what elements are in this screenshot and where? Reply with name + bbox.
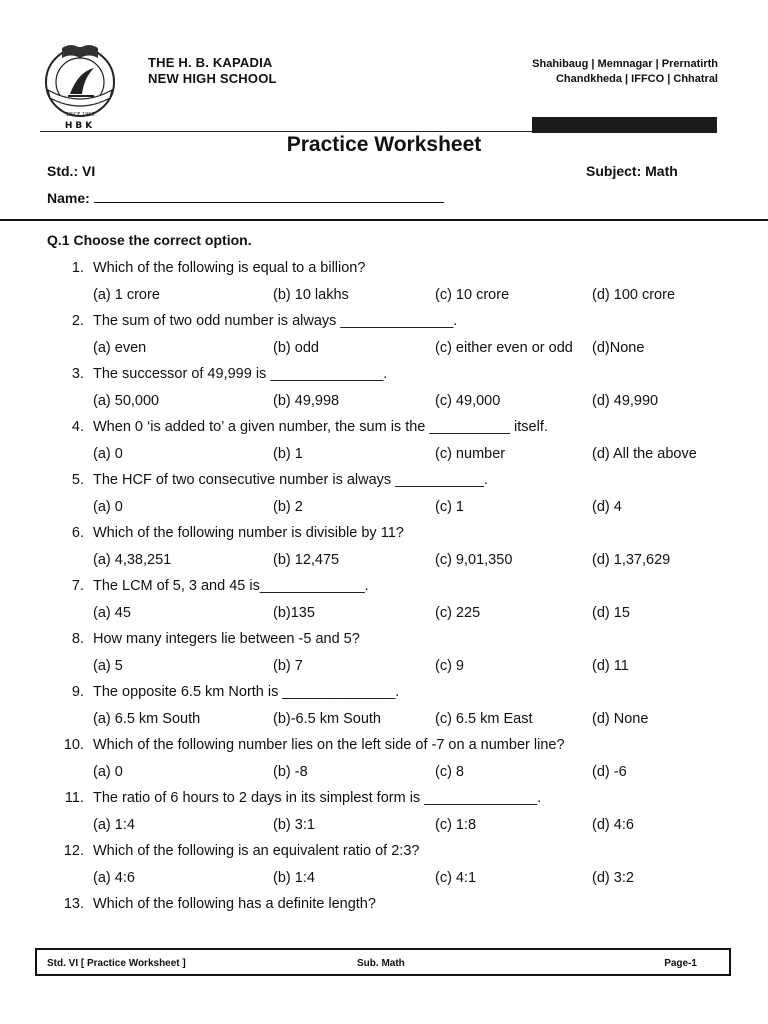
option-d[interactable]: (d) 15 bbox=[592, 604, 630, 621]
option-row bbox=[0, 388, 768, 415]
question-line bbox=[0, 732, 768, 759]
question-number: 11. bbox=[64, 790, 84, 806]
question-item bbox=[0, 891, 768, 944]
question-text: Which of the following is an equivalent ratio of 2:3? bbox=[93, 843, 420, 859]
subject-label: Subject: Math bbox=[586, 163, 678, 179]
question-number: 12. bbox=[63, 843, 84, 859]
option-c[interactable]: (c) 8 bbox=[435, 763, 464, 780]
option-a[interactable]: (a) 45 bbox=[93, 604, 131, 621]
question-item bbox=[0, 308, 768, 361]
question-line bbox=[0, 361, 768, 388]
header-divider bbox=[0, 219, 768, 221]
option-b[interactable]: (b) 49,998 bbox=[273, 392, 340, 409]
footer-middle: Sub. Math bbox=[357, 958, 405, 969]
option-c[interactable]: (c) number bbox=[435, 445, 506, 462]
header-rule-thin bbox=[40, 131, 532, 132]
footer-left: Std. VI [ Practice Worksheet ] bbox=[47, 958, 186, 969]
option-d[interactable]: (d) 4 bbox=[592, 498, 622, 515]
question-number: 1. bbox=[71, 260, 84, 276]
option-b[interactable]: (b) 7 bbox=[273, 657, 303, 674]
option-c[interactable]: (c) 1:8 bbox=[435, 816, 477, 833]
option-a[interactable]: (a) 6.5 km South bbox=[93, 710, 201, 727]
option-row bbox=[0, 282, 768, 309]
question-text: The sum of two odd number is always ______________. bbox=[93, 313, 458, 329]
logo-since-text: SINCE 1956 bbox=[65, 112, 95, 118]
question-number: 13. bbox=[63, 896, 84, 912]
question-item bbox=[0, 520, 768, 573]
school-name-line1: THE H. B. KAPADIA bbox=[148, 55, 273, 70]
option-c[interactable]: (c) 4:1 bbox=[435, 869, 477, 886]
option-c[interactable]: (c) 6.5 km East bbox=[435, 710, 533, 727]
option-a[interactable]: (a) 0 bbox=[93, 445, 123, 462]
option-d[interactable]: (d) All the above bbox=[592, 445, 697, 462]
option-b[interactable]: (b)135 bbox=[273, 604, 315, 621]
option-a[interactable]: (a) 1 crore bbox=[93, 286, 160, 303]
question-text: Which of the following is equal to a billion? bbox=[93, 260, 366, 276]
option-d[interactable]: (d) 100 crore bbox=[592, 286, 676, 303]
question-text: Which of the following number lies on the left side of -7 on a number line? bbox=[93, 737, 565, 753]
question-item bbox=[0, 838, 768, 891]
option-b[interactable]: (b) 1:4 bbox=[273, 869, 315, 886]
option-d[interactable]: (d) -6 bbox=[592, 763, 627, 780]
question-number: 6. bbox=[71, 525, 84, 541]
question-item bbox=[0, 626, 768, 679]
option-row bbox=[0, 494, 768, 521]
option-row bbox=[0, 653, 768, 680]
question-line bbox=[0, 626, 768, 653]
question-line bbox=[0, 414, 768, 441]
option-b[interactable]: (b) odd bbox=[273, 339, 319, 356]
question-text: Which of the following number is divisible by 11? bbox=[93, 525, 404, 541]
option-row bbox=[0, 706, 768, 733]
option-a[interactable]: (a) 5 bbox=[93, 657, 123, 674]
question-line bbox=[0, 838, 768, 865]
option-row bbox=[0, 600, 768, 627]
question-line bbox=[0, 891, 768, 918]
question-number: 4. bbox=[71, 419, 84, 435]
std-label: Std.: VI bbox=[47, 163, 96, 179]
option-c[interactable]: (c) either even or odd bbox=[435, 339, 573, 356]
branches-line2: Chandkheda | IFFCO | Chhatral bbox=[555, 73, 718, 85]
option-d[interactable]: (d) 11 bbox=[592, 657, 629, 674]
option-d[interactable]: (d) None bbox=[592, 710, 649, 727]
option-a[interactable]: (a) 4,38,251 bbox=[93, 551, 172, 568]
question-item bbox=[0, 679, 768, 732]
option-b[interactable]: (b) 10 lakhs bbox=[273, 286, 349, 303]
question-line bbox=[0, 255, 768, 282]
option-b[interactable]: (b) 3:1 bbox=[273, 816, 315, 833]
option-a[interactable]: (a) even bbox=[93, 339, 147, 356]
option-b[interactable]: (b) -8 bbox=[273, 763, 308, 780]
name-label: Name: bbox=[47, 190, 90, 206]
question-item bbox=[0, 255, 768, 308]
name-blank-line[interactable] bbox=[94, 190, 444, 203]
option-row bbox=[0, 759, 768, 786]
option-c[interactable]: (c) 225 bbox=[435, 604, 481, 621]
option-d[interactable]: (d) 1,37,629 bbox=[592, 551, 671, 568]
school-name-line2: NEW HIGH SCHOOL bbox=[148, 71, 277, 86]
option-d[interactable]: (d) 49,990 bbox=[592, 392, 659, 409]
question-number: 7. bbox=[71, 578, 84, 594]
option-row bbox=[0, 335, 768, 362]
question-item bbox=[0, 467, 768, 520]
question-list bbox=[0, 255, 768, 944]
option-a[interactable]: (a) 0 bbox=[93, 763, 123, 780]
footer-page-number: Page-1 bbox=[664, 958, 697, 969]
question-line bbox=[0, 679, 768, 706]
branches-line1: Shahibaug | Memnagar | Prernatirth bbox=[532, 58, 718, 70]
question-number: 3. bbox=[71, 366, 84, 382]
question-text: Which of the following has a definite length? bbox=[93, 896, 376, 912]
section-heading: Q.1 Choose the correct option. bbox=[47, 232, 252, 248]
school-logo bbox=[40, 34, 120, 130]
option-row bbox=[0, 812, 768, 839]
question-line bbox=[0, 467, 768, 494]
name-row bbox=[47, 190, 444, 206]
question-number: 2. bbox=[71, 313, 84, 329]
question-item bbox=[0, 573, 768, 626]
question-number: 8. bbox=[71, 631, 84, 647]
option-row bbox=[0, 865, 768, 892]
option-row bbox=[0, 547, 768, 574]
question-item bbox=[0, 361, 768, 414]
question-text: The successor of 49,999 is ______________. bbox=[93, 366, 388, 382]
option-a[interactable]: (a) 4:6 bbox=[93, 869, 135, 886]
option-b[interactable]: (b)-6.5 km South bbox=[273, 710, 381, 727]
question-number: 9. bbox=[71, 684, 84, 700]
page-title: Practice Worksheet bbox=[286, 133, 482, 156]
option-row bbox=[0, 441, 768, 468]
question-item bbox=[0, 414, 768, 467]
option-a[interactable]: (a) 50,000 bbox=[93, 392, 160, 409]
question-text: The ratio of 6 hours to 2 days in its simplest form is ______________. bbox=[93, 790, 542, 806]
option-c[interactable]: (c) 9,01,350 bbox=[435, 551, 513, 568]
question-text: The HCF of two consecutive number is always ___________. bbox=[93, 472, 488, 488]
option-b[interactable]: (b) 1 bbox=[273, 445, 303, 462]
question-text: The LCM of 5, 3 and 45 is_____________. bbox=[93, 578, 369, 594]
header-rule-thick bbox=[532, 117, 717, 133]
branch-list bbox=[532, 57, 718, 87]
question-text: The opposite 6.5 km North is ______________. bbox=[93, 684, 400, 700]
option-b[interactable]: (b) 12,475 bbox=[273, 551, 340, 568]
question-line bbox=[0, 520, 768, 547]
school-name bbox=[148, 55, 277, 87]
question-number: 5. bbox=[71, 472, 84, 488]
question-line bbox=[0, 573, 768, 600]
option-c[interactable]: (c) 9 bbox=[435, 657, 464, 674]
option-c[interactable]: (c) 10 crore bbox=[435, 286, 510, 303]
logo-label: HBK bbox=[64, 121, 96, 130]
option-b[interactable]: (b) 2 bbox=[273, 498, 303, 515]
page-footer bbox=[35, 948, 731, 976]
option-c[interactable]: (c) 1 bbox=[435, 498, 464, 515]
question-text: How many integers lie between -5 and 5? bbox=[93, 631, 360, 647]
option-d[interactable]: (d)None bbox=[592, 339, 645, 356]
option-c[interactable]: (c) 49,000 bbox=[435, 392, 501, 409]
question-item bbox=[0, 732, 768, 785]
question-number: 10. bbox=[63, 737, 84, 753]
option-d[interactable]: (d) 3:2 bbox=[592, 869, 634, 886]
question-text: When 0 ‘is added to’ a given number, the sum is the __________ itself. bbox=[93, 419, 548, 435]
option-d[interactable]: (d) 4:6 bbox=[592, 816, 634, 833]
question-item bbox=[0, 785, 768, 838]
question-line bbox=[0, 785, 768, 812]
option-a[interactable]: (a) 1:4 bbox=[93, 816, 135, 833]
question-line bbox=[0, 308, 768, 335]
option-a[interactable]: (a) 0 bbox=[93, 498, 123, 515]
